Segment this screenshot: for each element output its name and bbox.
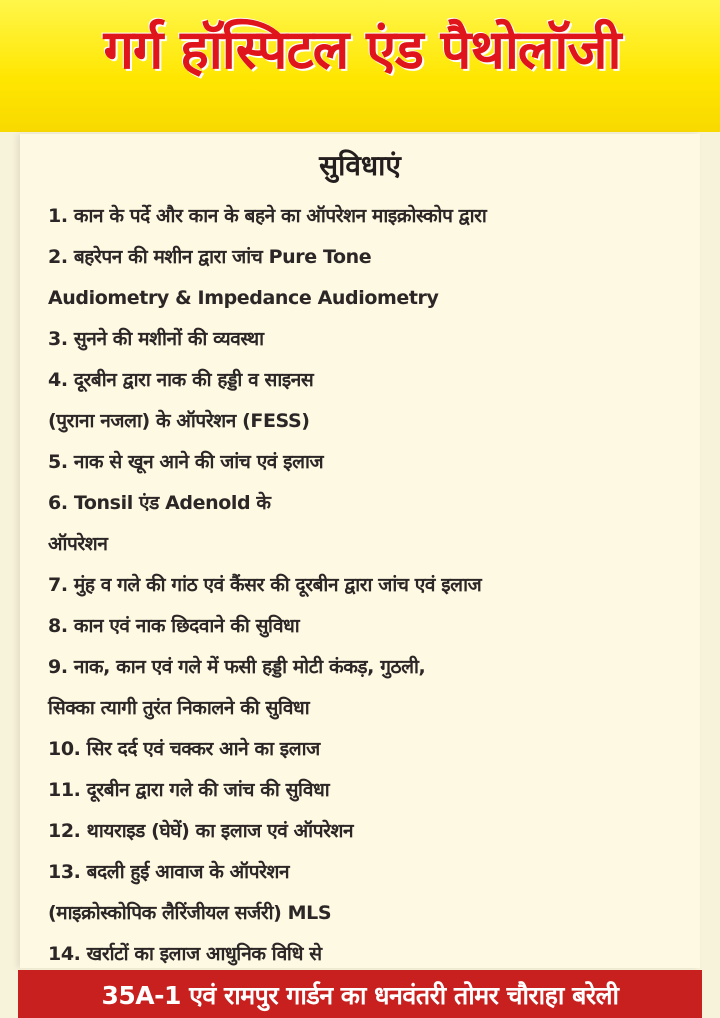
list-item: Audiometry & Impedance Audiometry [48, 287, 439, 309]
list-item: 6. Tonsil एंड Adenold के [48, 492, 271, 514]
list-item: 11. दूरबीन द्वारा गले की जांच की सुविधा [48, 779, 330, 801]
list-item: 9. नाक, कान एवं गले में फसी हड्डी मोटी कंकड़, गुठली, [48, 656, 426, 678]
list-item: 13. बदली हुई आवाज के ऑपरेशन [48, 861, 290, 883]
list-item: 10. सिर दर्द एवं चक्कर आने का इलाज [48, 738, 320, 760]
facilities-heading: सुविधाएं [319, 149, 401, 182]
list-item: 1. कान के पर्दे और कान के बहने का ऑपरेशन माइक्रोस्कोप द्वारा [48, 205, 487, 227]
list-item: 8. कान एवं नाक छिदवाने की सुविधा [48, 615, 300, 637]
list-item: सिक्का त्यागी तुरंत निकालने की सुविधा [48, 697, 310, 719]
list-item: 3. सुनने की मशीनों की व्यवस्था [48, 328, 264, 350]
facilities-list [48, 196, 688, 975]
list-item: 12. थायराइड (घेघें) का इलाज एवं ऑपरेशन [48, 820, 354, 842]
address-footer [18, 970, 702, 1018]
hospital-name: गर्ग हॉस्पिटल एंड पैथोलॉजी [103, 18, 621, 81]
list-item: 14. खर्राटों का इलाज आधुनिक विधि से [48, 943, 322, 965]
list-item: 2. बहरेपन की मशीन द्वारा जांच Pure Tone [48, 246, 372, 268]
list-item: 7. मुंह व गले की गांठ एवं कैंसर की दूरबीन द्वारा जांच एवं इलाज [48, 574, 482, 596]
list-item: (पुराना नजला) के ऑपरेशन (FESS) [48, 410, 310, 432]
facilities-panel [20, 134, 700, 968]
address-text: 35A-1 एवं रामपुर गार्डन का धनवंतरी तोमर चौराहा बरेली [101, 981, 619, 1010]
list-item: 4. दूरबीन द्वारा नाक की हड्डी व साइनस [48, 369, 314, 391]
list-item: ऑपरेशन [48, 533, 108, 555]
header-banner [0, 0, 720, 132]
list-item: (माइक्रोस्कोपिक लैरिंजीयल सर्जरी) MLS [48, 902, 332, 924]
left-margin [0, 132, 18, 1018]
list-item: 5. नाक से खून आने की जांच एवं इलाज [48, 451, 324, 473]
